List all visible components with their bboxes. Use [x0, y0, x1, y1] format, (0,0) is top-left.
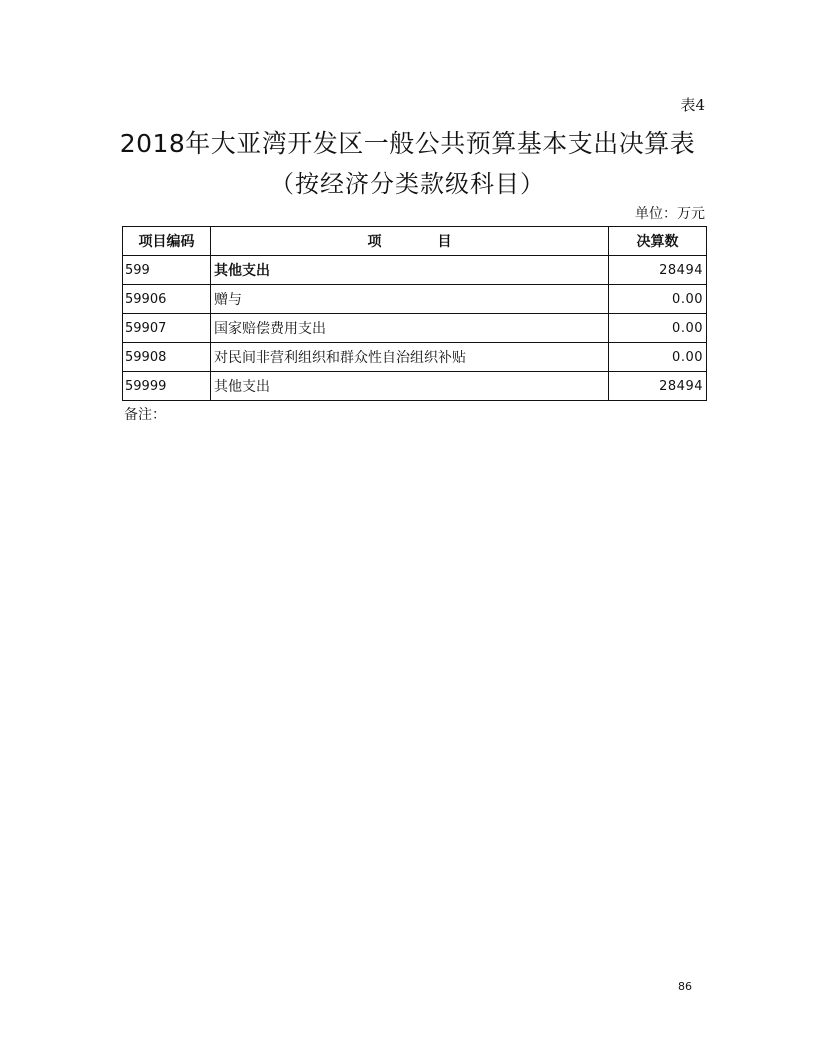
row-amount: 0.00 — [609, 285, 707, 314]
row-name: 国家赔偿费用支出 — [211, 314, 609, 343]
page-subtitle: （按经济分类款级科目） — [270, 170, 545, 198]
remark-label: 备注： — [124, 407, 166, 423]
table-row — [123, 314, 707, 343]
table-row — [123, 285, 707, 314]
table-number: 表4 — [680, 96, 705, 114]
budget-table — [122, 226, 707, 401]
header-name: 项 目 — [211, 227, 609, 256]
row-code: 59999 — [123, 372, 211, 401]
row-name: 赠与 — [211, 285, 609, 314]
page-title: 2018年大亚湾开发区一般公共预算基本支出决算表 — [119, 129, 696, 158]
unit-label: 单位：万元 — [635, 206, 705, 222]
row-code: 59907 — [123, 314, 211, 343]
row-name: 其他支出 — [211, 372, 609, 401]
row-code: 59906 — [123, 285, 211, 314]
row-amount: 0.00 — [609, 343, 707, 372]
table-row — [123, 256, 707, 285]
row-name: 对民间非营利组织和群众性自治组织补贴 — [211, 343, 609, 372]
row-name: 其他支出 — [211, 256, 609, 285]
row-amount: 28494 — [609, 256, 707, 285]
row-amount: 28494 — [609, 372, 707, 401]
header-code: 项目编码 — [123, 227, 211, 256]
table-row — [123, 372, 707, 401]
page-number: 86 — [678, 980, 692, 993]
row-code: 59908 — [123, 343, 211, 372]
row-amount: 0.00 — [609, 314, 707, 343]
header-amount: 决算数 — [609, 227, 707, 256]
table-header-row — [123, 227, 707, 256]
row-code: 599 — [123, 256, 211, 285]
table-row — [123, 343, 707, 372]
